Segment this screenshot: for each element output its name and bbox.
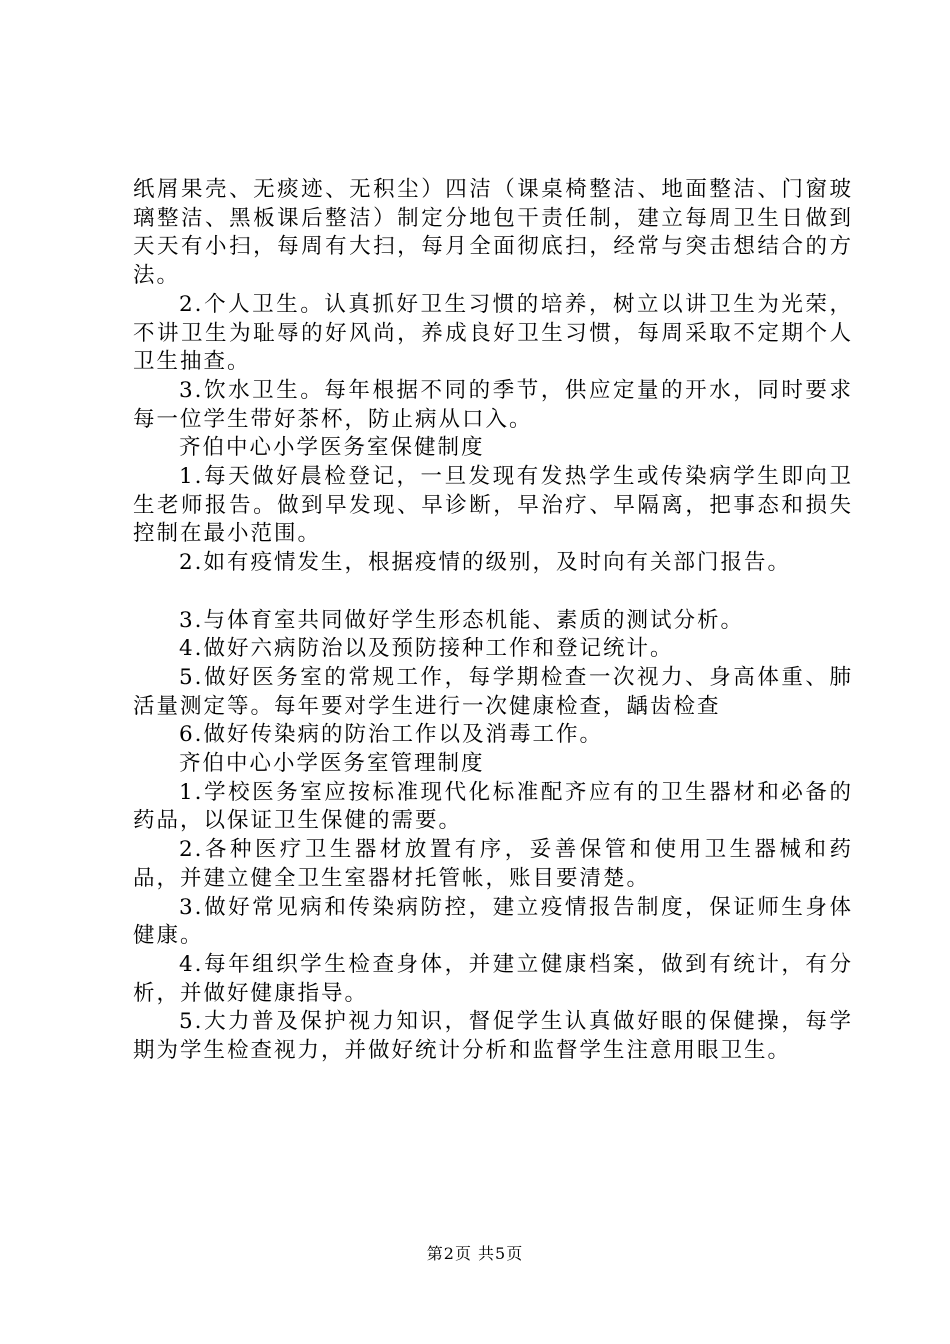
paragraph-morning-check: 1.每天做好晨检登记，一旦发现有发热学生或传染病学生即向卫生老师报告。做到早发现、早诊断，早治疗、早隔离，把事态和损失控制在最小范围。 [133,464,853,547]
paragraph-epidemic-report: 2.如有疫情发生，根据疫情的级别，及时向有关部门报告。 [179,550,792,576]
page-footer [0,1244,950,1264]
page-number-label: 第2页 共5页 [426,1244,524,1263]
section-heading-health-care: 齐伯中心小学医务室保健制度 [179,435,485,461]
section-heading-management: 齐伯中心小学医务室管理制度 [179,751,485,777]
paragraph-physical-test: 3.与体育室共同做好学生形态机能、素质的测试分析。 [179,607,745,633]
paragraph-drinking-hygiene: 3.饮水卫生。每年根据不同的季节，供应定量的开水，同时要求每一位学生带好茶杯，防止病从口入。 [133,377,853,432]
paragraph-continuation: 纸屑果壳、无痰迹、无积尘）四洁（课桌椅整洁、地面整洁、门窗玻璃整洁、黑板课后整洁）制定分地包干责任制，建立每周卫生日做到天天有小扫，每周有大扫，每月全面彻底扫，经常与突击想结合的方法。 [133,177,853,289]
paragraph-equipment-standard: 1.学校医务室应按标准现代化标准配齐应有的卫生器材和必备的药品，以保证卫生保健的需要。 [133,779,853,834]
paragraph-equipment-storage: 2.各种医疗卫生器材放置有序，妥善保管和使用卫生器械和药品，并建立健全卫生室器材托管帐，账目要清楚。 [133,837,853,891]
paragraph-disease-control: 3.做好常见病和传染病防控，建立疫情报告制度，保证师生身体健康。 [133,894,853,949]
paragraph-personal-hygiene: 2.个人卫生。认真抓好卫生习惯的培养，树立以讲卫生为光荣，不讲卫生为耻辱的好风尚，养成良好卫生习惯，每周采取不定期个人卫生抽查。 [133,291,853,375]
paragraph-routine-work: 5.做好医务室的常规工作，每学期检查一次视力、身高体重、肺活量测定等。每年要对学生进行一次健康检查，龋齿检查 [133,664,853,719]
paragraph-disease-prevention: 4.做好六病防治以及预防接种工作和登记统计。 [179,636,674,662]
document-body [133,176,853,1066]
paragraph-vision-protection: 5.大力普及保护视力知识，督促学生认真做好眼的保健操，每学期为学生检查视力，并做好统计分析和监督学生注意用眼卫生。 [133,1009,853,1064]
paragraph-disinfection: 6.做好传染病的防治工作以及消毒工作。 [179,722,604,748]
paragraph-health-records: 4.每年组织学生检查身体，并建立健康档案，做到有统计，有分析，并做好健康指导。 [133,951,853,1006]
blank-line [133,578,853,607]
